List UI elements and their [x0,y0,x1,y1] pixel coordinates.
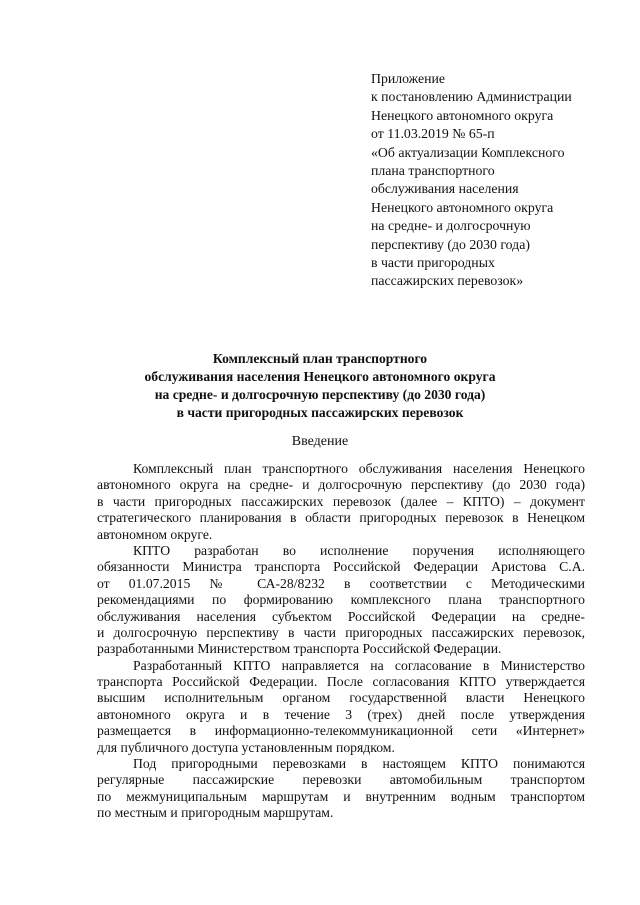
appendix-line: в части пригородных [371,255,495,271]
text-line: размещается в информационно-телекоммуникационной сети «Интернет» [97,723,585,739]
text-line: по межмуниципальным маршрутам и внутренним водным транспортом [97,788,585,804]
text-line: для публичного доступа установленным порядком. [97,739,395,755]
text-line: Разработанный КПТО направляется на согласование в Министерство [133,657,585,673]
appendix-line: на средне- и долгосрочную [371,218,531,234]
appendix-line: от 11.03.2019 № 65-п [371,126,495,142]
text-line: регулярные пассажирские перевозки автомобильным транспортом [97,772,585,788]
title-line: обслуживания населения Ненецкого автономного округа [144,369,496,384]
text-line: Комплексный план транспортного обслуживания населения Ненецкого [133,461,585,476]
text-line: и долгосрочную перспективу в части пригородных пассажирских перевозок, [97,624,585,640]
text-line: рекомендациями по формированию комплексного плана транспортного [97,592,585,608]
text-line: стратегического планирования в области пригородных перевозок в Ненецком [97,510,585,526]
title-line: в части пригородных пассажирских перевозок [176,405,464,420]
appendix-block [371,70,611,291]
appendix-line: к постановлению Администрации [371,89,572,105]
text-line: от 01.07.2015 № СА-28/8232 в соответствии с Методическими [97,575,585,591]
appendix-line: Ненецкого автономного округа [371,199,554,215]
appendix-line: плана транспортного [371,163,495,179]
paragraph-4 [97,756,585,822]
appendix-line: Ненецкого автономного округа [371,107,554,123]
document-title [60,350,580,422]
text-line: транспорта Российской Федерации. После согласования КПТО утверждается [97,674,585,690]
text-line: автономного округа на средне- и долгосрочную перспективу (до 2030 года) [97,477,585,493]
appendix-line: пассажирских перевозок» [371,273,524,289]
appendix-line: Приложение [371,71,446,86]
text-line: КПТО разработан во исполнение поручения исполняющего [133,542,585,558]
title-line: на средне- и долгосрочную перспективу (до 2030 года) [154,387,486,402]
text-line: обслуживания населения субъектом Российской Федерации на средне- [97,608,585,624]
text-line: обязанности Министра транспорта Российской Федерации Аристова С.А. [97,559,585,575]
appendix-line: «Об актуализации Комплексного [371,144,565,160]
title-line: Комплексный план транспортного [212,351,428,366]
text-line: разработанными Министерством транспорта Российской Федерации. [97,641,502,657]
appendix-line: перспективу (до 2030 года) [371,236,530,252]
appendix-line: обслуживания населения [371,181,519,197]
text-line: автономного округа и в течение 3 (трех) дней после утверждения [97,706,585,722]
text-line: по местным и пригородным маршрутам. [97,805,334,821]
paragraph-1 [97,461,585,543]
text-line: в части пригородных пассажирских перевозок (далее – КПТО) – документ [97,493,585,509]
body-text [97,461,585,822]
text-line: высшим исполнительным органом государственной власти Ненецкого [97,690,585,706]
paragraph-2 [97,543,585,658]
text-line: Под пригородными перевозками в настоящем КПТО понимаются [133,756,585,772]
text-line: автономном округе. [97,526,213,542]
paragraph-3 [97,658,585,756]
section-heading: Введение [291,434,349,449]
